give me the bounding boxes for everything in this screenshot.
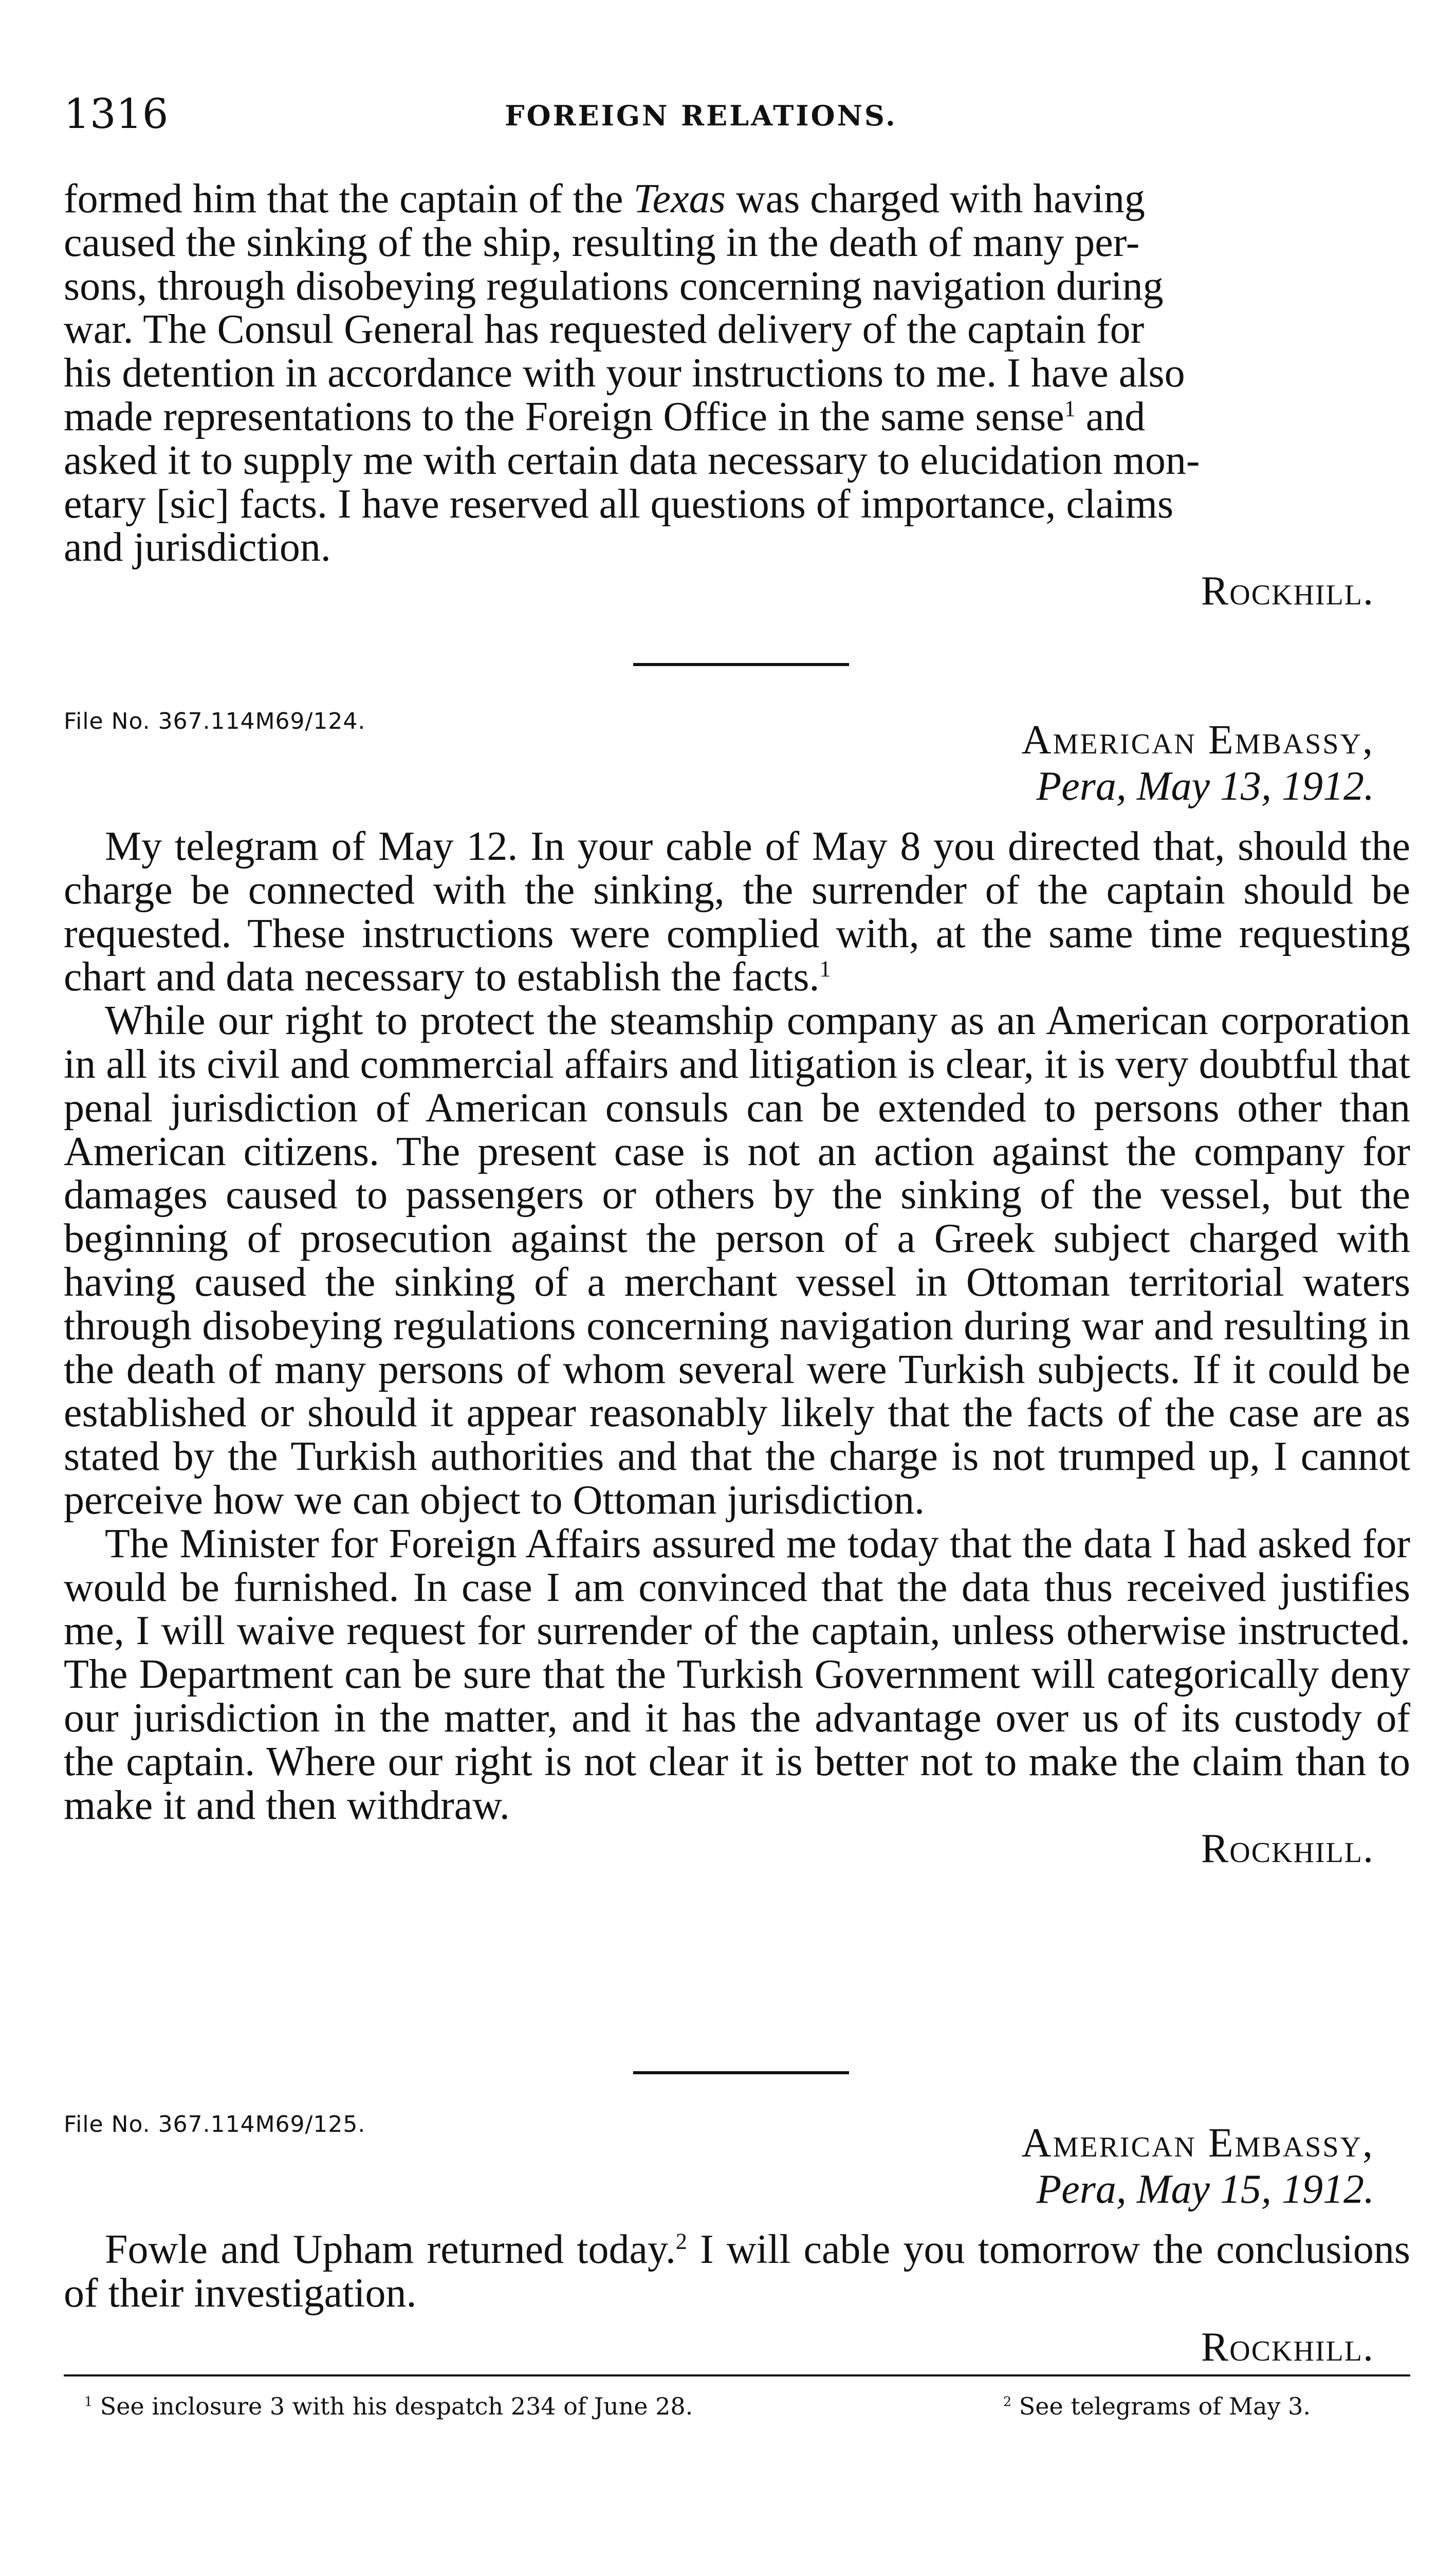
footnote-text: See telegrams of May 3. <box>1019 2392 1311 2420</box>
signature: Rockhill. <box>1201 2324 1374 2370</box>
text-line <box>64 177 1410 221</box>
footnote-text: See inclosure 3 with his despatch 234 of June 28. <box>100 2392 693 2420</box>
telegram-body <box>64 825 1410 1871</box>
separator-rule <box>633 2071 849 2074</box>
footnote-marker: 1 <box>84 2394 93 2409</box>
footnote-rule <box>64 2374 1410 2376</box>
text-fragment: and <box>1085 394 1146 439</box>
paragraph <box>64 2228 1410 2315</box>
document-page <box>64 0 1410 2562</box>
text-line: and jurisdiction. <box>64 525 331 570</box>
footnote-1 <box>84 2392 693 2420</box>
paragraph-text: My telegram of May 12. In your cable of May 8 you directed that, should the charge be connected with the sinking, the surrender of the captain should be requested. These instructions were complied with, at the same time requesting chart and data necessary to establish the facts. <box>64 824 1410 1000</box>
page-number: 1316 <box>64 90 169 138</box>
text-fragment: formed him that the captain of the <box>64 176 634 222</box>
paragraph-text: Fowle and Upham returned today. <box>105 2227 676 2272</box>
continuation-text <box>64 177 1410 613</box>
footnote-marker: 2 <box>1003 2394 1012 2409</box>
place-date: Pera, May 15, 1912. <box>1036 2167 1374 2212</box>
paragraph-text: I will cable you tomorrow the conclusions of their investigation. <box>64 2227 1410 2316</box>
text-fragment: made representations to the Foreign Office in the same sense <box>64 394 1064 439</box>
text-line <box>64 395 1410 439</box>
text-line: etary [sic] facts. I have reserved all questions of importance, claims <box>64 481 1174 527</box>
footnote-ref: 2 <box>675 2228 687 2254</box>
paragraph: While our right to protect the steamship company as an American corporation in all its civil and commercial affairs and litigation is clear, it is very doubtful that penal jurisdiction of American consuls can be extended to persons other than American citizens. The present case is not an action against the company for damages caused to passengers or others by the sinking of the vessel, but the beginning of prosecution against the person of a Greek subject charged with having caused the sinking of a merchant vessel in Ottoman territorial waters through disobeying regulations concerning navigation during war and resulting in the death of many persons of whom several were Turkish subjects. If it could be established or should it appear reasonably likely that the facts of the case are as stated by the Turkish authorities and that the charge is not trumped up, I cannot perceive how we can object to Ottoman jurisdiction. <box>64 998 1410 1523</box>
place-date: Pera, May 13, 1912. <box>1036 764 1374 809</box>
footnote-ref: 1 <box>1064 396 1076 421</box>
ship-name: Texas <box>633 176 726 222</box>
text-line: asked it to supply me with certain data necessary to elucidation mon- <box>64 437 1200 483</box>
page-header <box>64 90 1410 146</box>
dateline <box>1022 717 1374 809</box>
embassy-name: American Embassy, <box>1021 2121 1374 2166</box>
footnote-2 <box>1003 2392 1311 2420</box>
file-number: File No. 367.114M69/125. <box>64 2111 366 2137</box>
text-line: sons, through disobeying regulations concerning navigation during <box>64 263 1164 309</box>
running-head: FOREIGN RELATIONS. <box>505 99 897 132</box>
text-line: caused the sinking of the ship, resulting in the death of many per- <box>64 219 1140 265</box>
paragraph: The Minister for Foreign Affairs assured me today that the data I had asked for would be furnished. In case I am convinced that the data thus received justifies me, I will waive request for surrender of the captain, unless otherwise instructed. The Department can be sure that the Turkish Government will categorically deny our jurisdiction in the matter, and it has the advantage over us of its custody of the captain. Where our right is not clear it is better not to make the claim than to make it and then withdraw. <box>64 1521 1410 1828</box>
text-line: his detention in accordance with your instructions to me. I have also <box>64 351 1185 396</box>
separator-rule <box>633 663 849 666</box>
footnote-ref: 1 <box>819 956 831 982</box>
telegram-body <box>64 2228 1410 2369</box>
signature: Rockhill. <box>1201 568 1374 614</box>
dateline <box>1022 2120 1374 2213</box>
signature: Rockhill. <box>1201 1826 1374 1872</box>
embassy-name: American Embassy, <box>1021 717 1374 763</box>
paragraph <box>64 825 1410 999</box>
text-line: war. The Consul General has requested delivery of the captain for <box>64 307 1145 353</box>
file-number: File No. 367.114M69/124. <box>64 708 366 734</box>
text-fragment: was charged with having <box>725 176 1145 222</box>
